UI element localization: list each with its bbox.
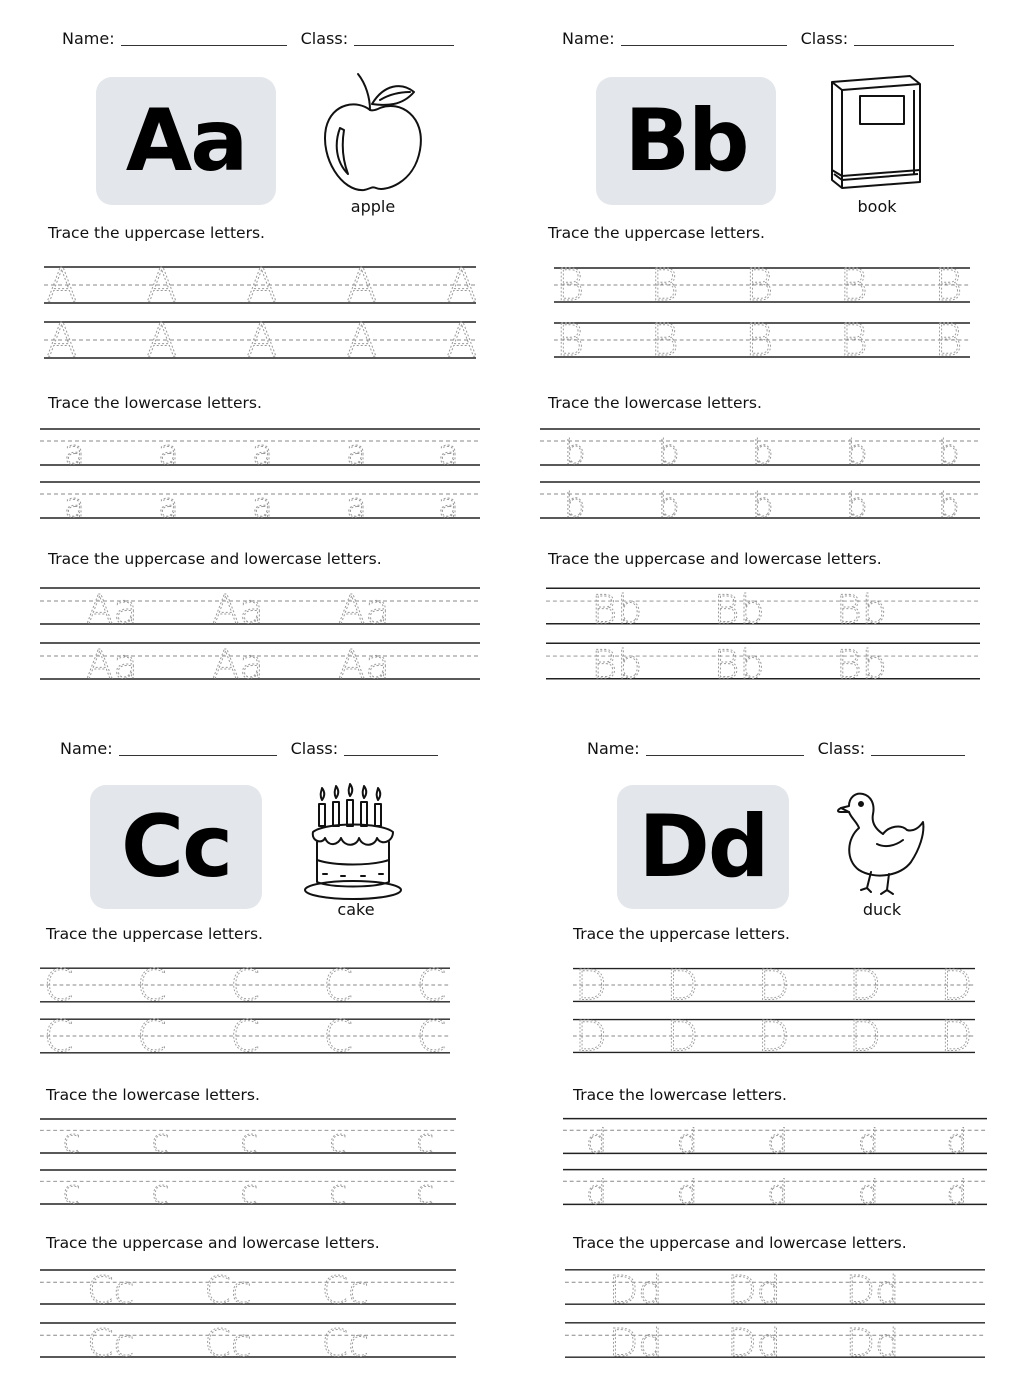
instruction-uppercase: Trace the uppercase letters. <box>48 224 265 242</box>
trace-letter: A <box>346 313 378 367</box>
letter-card: Cc <box>90 785 262 909</box>
trace-letter: Bb <box>713 641 765 688</box>
trace-letter: a <box>158 486 179 526</box>
trace-letter: A <box>446 313 478 367</box>
trace-letter: D <box>940 960 973 1010</box>
trace-letter: b <box>938 486 960 526</box>
trace-letter: C <box>323 960 354 1011</box>
trace-letter: a <box>252 486 273 526</box>
trace-row <box>40 587 480 633</box>
trace-letter: Cc <box>204 1321 252 1366</box>
picture-word: apple <box>350 197 396 216</box>
trace-row <box>40 1268 456 1313</box>
trace-row <box>554 261 970 312</box>
trace-letter: A <box>346 258 378 312</box>
trace-letter: a <box>252 433 273 473</box>
trace-letter: Bb <box>835 641 887 688</box>
class-label: Class: <box>800 29 849 48</box>
trace-letter: Dd <box>845 1269 900 1314</box>
trace-letter: B <box>744 261 774 312</box>
trace-row <box>40 1168 456 1212</box>
header <box>587 739 965 758</box>
book-icon <box>822 70 932 195</box>
trace-letter: a <box>158 433 179 473</box>
trace-letter: D <box>757 960 790 1010</box>
trace-row <box>573 1011 975 1061</box>
trace-letter: Bb <box>835 586 887 633</box>
name-blank[interactable] <box>119 754 277 756</box>
picture-word: duck <box>862 900 902 919</box>
name-label: Name: <box>60 739 113 758</box>
class-label: Class: <box>300 29 349 48</box>
trace-letter: b <box>846 486 868 526</box>
trace-letter: d <box>676 1173 698 1212</box>
trace-row <box>563 1168 987 1212</box>
trace-letter: d <box>767 1122 789 1161</box>
instruction-uppercase: Trace the uppercase letters. <box>548 224 765 242</box>
name-label: Name: <box>62 29 115 48</box>
class-blank[interactable] <box>354 44 454 46</box>
trace-row <box>40 1321 456 1366</box>
header <box>60 739 438 758</box>
trace-letter: Dd <box>727 1269 781 1314</box>
trace-letter: c <box>240 1173 259 1212</box>
trace-letter: c <box>151 1173 170 1212</box>
letter-card: Aa <box>96 77 276 205</box>
trace-letter: A <box>46 313 78 367</box>
trace-letter: B <box>934 316 963 367</box>
trace-letter: c <box>151 1122 170 1161</box>
trace-letter: D <box>574 1011 608 1061</box>
trace-letter: Bb <box>591 586 643 633</box>
name-blank[interactable] <box>621 44 787 46</box>
worksheet-a <box>20 10 500 688</box>
trace-letter: d <box>586 1122 607 1161</box>
trace-letter: D <box>666 1011 699 1061</box>
worksheet-c <box>18 720 498 1390</box>
trace-letter: C <box>416 960 447 1011</box>
trace-letter: B <box>650 316 679 367</box>
trace-letter: b <box>658 486 680 526</box>
instruction-uppercase: Trace the uppercase letters. <box>573 925 790 943</box>
trace-row <box>546 641 980 688</box>
trace-letter: Aa <box>212 642 264 688</box>
worksheet-d <box>545 720 1024 1390</box>
instruction-both: Trace the uppercase and lowercase letters. <box>48 550 382 568</box>
trace-letter: C <box>230 960 261 1011</box>
cake-icon <box>301 782 411 907</box>
worksheet-b <box>520 10 1000 688</box>
header <box>62 29 454 48</box>
instruction-both: Trace the uppercase and lowercase letters. <box>548 550 882 568</box>
trace-letter: d <box>857 1173 879 1212</box>
trace-row <box>540 428 980 473</box>
class-blank[interactable] <box>344 754 438 756</box>
trace-letter: c <box>416 1122 434 1161</box>
trace-row <box>554 316 970 367</box>
trace-letter: a <box>438 433 459 473</box>
trace-letter: Cc <box>321 1268 369 1313</box>
instruction-uppercase: Trace the uppercase letters. <box>46 925 263 943</box>
picture-word: book <box>857 197 897 216</box>
trace-letter: C <box>416 1011 447 1062</box>
trace-letter: A <box>246 258 278 312</box>
trace-letter: c <box>416 1173 434 1212</box>
trace-letter: b <box>752 486 774 526</box>
trace-letter: Dd <box>608 1322 663 1367</box>
trace-letter: B <box>555 261 585 312</box>
trace-letter: Dd <box>727 1322 781 1367</box>
instruction-lowercase: Trace the lowercase letters. <box>573 1086 787 1104</box>
trace-letter: b <box>846 433 868 473</box>
trace-letter: D <box>848 1011 882 1061</box>
picture-word: cake <box>337 900 375 919</box>
instruction-lowercase: Trace the lowercase letters. <box>48 394 262 412</box>
trace-row <box>540 481 980 526</box>
trace-letter: b <box>752 433 774 473</box>
trace-letter: A <box>46 258 78 312</box>
trace-letter: a <box>346 433 367 473</box>
trace-row <box>40 960 450 1011</box>
instruction-both: Trace the uppercase and lowercase letters. <box>46 1234 380 1252</box>
trace-letter: c <box>62 1173 81 1212</box>
letter-card: Dd <box>617 785 789 909</box>
trace-letter: d <box>857 1122 879 1161</box>
trace-letter: B <box>744 316 774 367</box>
trace-letter: B <box>555 316 585 367</box>
class-blank[interactable] <box>854 44 954 46</box>
trace-letter: D <box>574 960 608 1010</box>
trace-letter: c <box>240 1122 259 1161</box>
class-label: Class: <box>817 739 866 758</box>
trace-letter: Bb <box>713 586 765 633</box>
class-label: Class: <box>290 739 339 758</box>
trace-letter: B <box>839 261 869 312</box>
trace-letter: Aa <box>86 642 138 688</box>
trace-row <box>40 1011 450 1062</box>
trace-letter: Aa <box>212 587 264 633</box>
trace-letter: B <box>839 316 869 367</box>
trace-letter: c <box>62 1122 81 1161</box>
trace-letter: C <box>136 1011 167 1062</box>
trace-letter: Cc <box>204 1268 252 1313</box>
trace-letter: d <box>946 1173 968 1212</box>
letter-card: Bb <box>596 77 776 205</box>
trace-row <box>565 1268 985 1314</box>
trace-letter: D <box>757 1011 790 1061</box>
trace-letter: a <box>346 486 367 526</box>
trace-letter: b <box>564 433 586 473</box>
trace-row <box>546 586 980 633</box>
trace-row <box>40 313 480 367</box>
trace-letter: Dd <box>608 1269 663 1314</box>
trace-row <box>40 481 480 526</box>
trace-letter: C <box>43 960 74 1011</box>
name-label: Name: <box>562 29 615 48</box>
apple-icon <box>318 70 428 195</box>
trace-letter: c <box>329 1173 347 1212</box>
trace-letter: D <box>666 960 699 1010</box>
instruction-lowercase: Trace the lowercase letters. <box>46 1086 260 1104</box>
name-label: Name: <box>587 739 640 758</box>
trace-letter: b <box>938 433 960 473</box>
name-blank[interactable] <box>121 44 287 46</box>
trace-letter: b <box>564 486 586 526</box>
trace-letter: Aa <box>338 587 390 633</box>
trace-letter: Aa <box>86 587 138 633</box>
trace-letter: Bb <box>591 641 643 688</box>
class-blank[interactable] <box>871 754 965 756</box>
header <box>562 29 954 48</box>
trace-row <box>40 428 480 473</box>
trace-row <box>573 960 975 1010</box>
trace-letter: d <box>586 1173 607 1212</box>
trace-letter: Aa <box>338 642 390 688</box>
instruction-both: Trace the uppercase and lowercase letters. <box>573 1234 907 1252</box>
trace-letter: d <box>946 1122 968 1161</box>
trace-letter: C <box>230 1011 261 1062</box>
trace-letter: a <box>438 486 459 526</box>
trace-row <box>40 642 480 688</box>
trace-letter: a <box>64 486 85 526</box>
name-blank[interactable] <box>646 754 804 756</box>
trace-letter: A <box>146 258 178 312</box>
trace-letter: C <box>323 1011 354 1062</box>
instruction-lowercase: Trace the lowercase letters. <box>548 394 762 412</box>
trace-letter: B <box>934 261 963 312</box>
trace-letter: A <box>146 313 178 367</box>
trace-letter: b <box>658 433 680 473</box>
trace-letter: Cc <box>87 1268 135 1313</box>
trace-letter: d <box>767 1173 789 1212</box>
trace-letter: a <box>64 433 85 473</box>
trace-row <box>40 1117 456 1161</box>
trace-letter: A <box>446 258 478 312</box>
trace-letter: B <box>650 261 679 312</box>
trace-letter: d <box>676 1122 698 1161</box>
trace-row <box>40 258 480 312</box>
trace-letter: A <box>246 313 278 367</box>
trace-letter: D <box>940 1011 973 1061</box>
trace-row <box>563 1117 987 1161</box>
trace-letter: Dd <box>845 1322 900 1367</box>
trace-letter: Cc <box>87 1321 135 1366</box>
trace-row <box>565 1321 985 1367</box>
trace-letter: Cc <box>321 1321 369 1366</box>
trace-letter: D <box>848 960 882 1010</box>
trace-letter: C <box>43 1011 74 1062</box>
duck-icon <box>827 784 937 909</box>
trace-letter: C <box>136 960 167 1011</box>
trace-letter: c <box>329 1122 347 1161</box>
